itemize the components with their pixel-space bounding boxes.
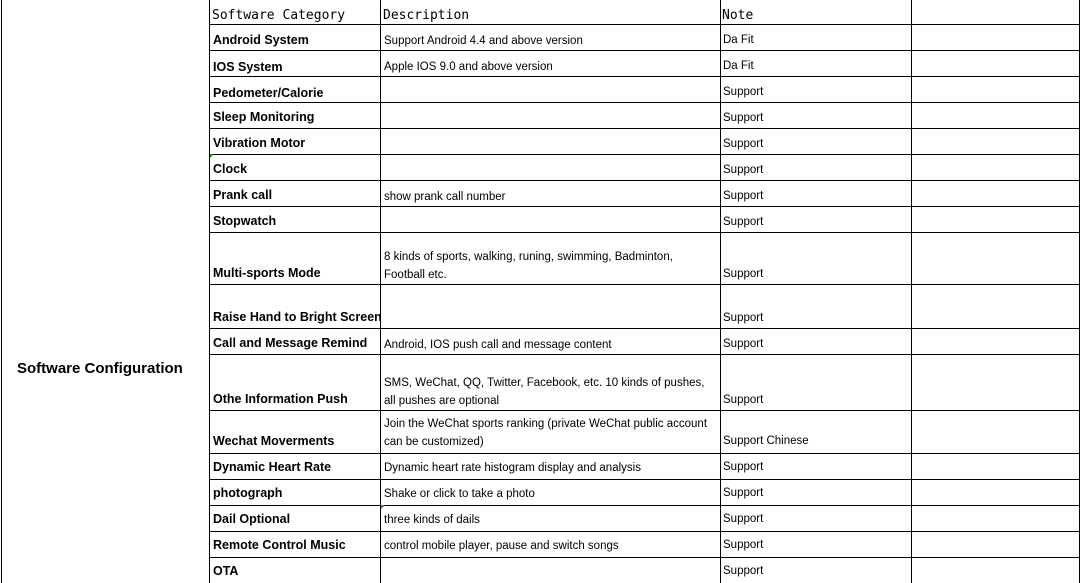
table-row	[0, 180, 1081, 206]
note-cell[interactable]: Support	[723, 164, 764, 176]
note-cell[interactable]: Support	[723, 86, 764, 98]
category-cell[interactable]: Clock	[213, 162, 248, 176]
description-cell[interactable]: three kinds of dails	[384, 514, 480, 526]
category-cell[interactable]: Prank call	[213, 188, 273, 202]
table-row	[0, 206, 1081, 232]
table-row	[0, 50, 1081, 76]
category-cell[interactable]: IOS System	[213, 60, 283, 74]
note-cell[interactable]: Support	[723, 190, 764, 202]
table-row	[0, 453, 1081, 479]
note-cell[interactable]: Support Chinese	[723, 435, 809, 447]
description-line[interactable]: Join the WeChat sports ranking (private WeChat public account	[384, 418, 708, 430]
category-cell[interactable]: Vibration Motor	[213, 136, 306, 150]
group-label[interactable]: Software Configuration	[17, 360, 183, 377]
note-cell[interactable]: Support	[723, 565, 764, 577]
note-cell[interactable]: Support	[723, 539, 764, 551]
note-cell[interactable]: Support	[723, 112, 764, 124]
category-cell[interactable]: OTA	[213, 564, 239, 578]
note-cell[interactable]: Support	[723, 268, 764, 280]
comment-marker-icon	[381, 505, 385, 509]
table-row	[0, 531, 1081, 557]
note-cell[interactable]: Support	[723, 461, 764, 473]
table-row	[0, 154, 1081, 180]
description-cell[interactable]: Apple IOS 9.0 and above version	[384, 61, 553, 73]
description-cell[interactable]: Android, IOS push call and message content	[384, 339, 612, 351]
header-row	[0, 0, 1081, 26]
comment-marker-icon	[210, 154, 214, 158]
table-row	[0, 284, 1081, 328]
table-row	[0, 557, 1081, 583]
table-row	[0, 354, 1081, 410]
table-row	[0, 410, 1081, 453]
category-cell[interactable]: Call and Message Remind	[213, 336, 368, 350]
note-cell[interactable]: Da Fit	[723, 60, 754, 72]
header-note[interactable]: Note	[722, 8, 754, 23]
note-cell[interactable]: Support	[723, 487, 764, 499]
note-cell[interactable]: Support	[723, 312, 764, 324]
header-category[interactable]: Software Category	[212, 8, 346, 23]
table-row	[0, 76, 1081, 102]
description-cell[interactable]: Support Android 4.4 and above version	[384, 35, 583, 47]
table-row	[0, 232, 1081, 284]
note-cell[interactable]: Support	[723, 338, 764, 350]
category-cell[interactable]: Pedometer/Calorie	[213, 86, 324, 100]
category-cell[interactable]: Dail Optional	[213, 512, 291, 526]
description-cell[interactable]: show prank call number	[384, 191, 506, 203]
table-row	[0, 328, 1081, 354]
description-cell[interactable]: Shake or click to take a photo	[384, 488, 535, 500]
note-cell[interactable]: Da Fit	[723, 34, 754, 46]
category-cell[interactable]: Sleep Monitoring	[213, 110, 315, 124]
description-line[interactable]: SMS, WeChat, QQ, Twitter, Facebook, etc. 10 kinds of pushes,	[384, 377, 705, 389]
category-cell[interactable]: Multi-sports Mode	[213, 266, 321, 280]
note-cell[interactable]: Support	[723, 394, 764, 406]
description-cell[interactable]: control mobile player, pause and switch songs	[384, 540, 619, 552]
description-line[interactable]: can be customized)	[384, 436, 484, 448]
category-cell[interactable]: Othe Information Push	[213, 392, 348, 406]
table-row	[0, 24, 1081, 50]
category-cell[interactable]: Raise Hand to Bright Screen	[213, 310, 382, 324]
header-description[interactable]: Description	[383, 8, 470, 23]
category-cell[interactable]: photograph	[213, 486, 283, 500]
description-line[interactable]: 8 kinds of sports, walking, runing, swimming, Badminton,	[384, 251, 673, 263]
note-cell[interactable]: Support	[723, 138, 764, 150]
category-cell[interactable]: Remote Control Music	[213, 538, 346, 552]
note-cell[interactable]: Support	[723, 513, 764, 525]
category-cell[interactable]: Dynamic Heart Rate	[213, 460, 332, 474]
table-row	[0, 479, 1081, 505]
table-row	[0, 102, 1081, 128]
table-row	[0, 128, 1081, 154]
description-cell[interactable]: Dynamic heart rate histogram display and analysis	[384, 462, 641, 474]
description-line[interactable]: all pushes are optional	[384, 395, 500, 407]
category-cell[interactable]: Android System	[213, 33, 309, 47]
description-line[interactable]: Football etc.	[384, 269, 447, 281]
category-cell[interactable]: Wechat Moverments	[213, 434, 335, 448]
category-cell[interactable]: Stopwatch	[213, 214, 277, 228]
table-row	[0, 505, 1081, 531]
note-cell[interactable]: Support	[723, 216, 764, 228]
